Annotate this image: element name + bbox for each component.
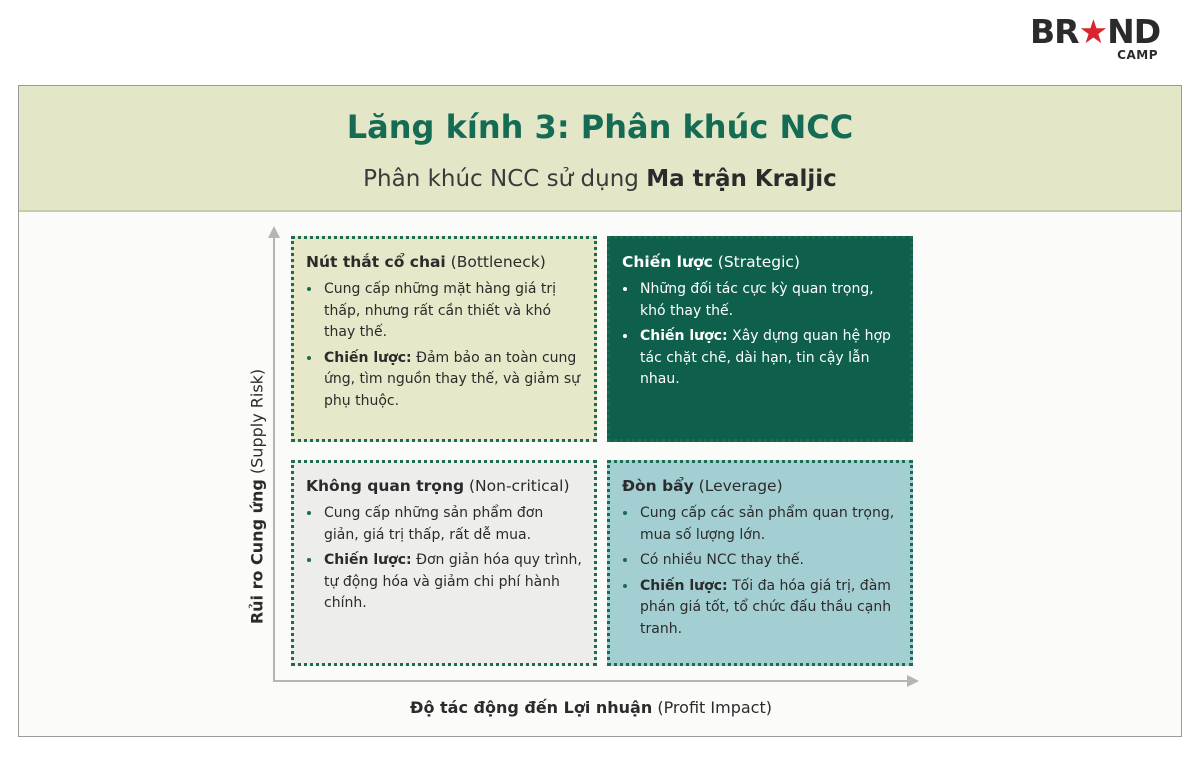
strategy-label: Chiến lược:: [640, 328, 728, 344]
logo-text-nd: ND: [1107, 12, 1161, 51]
x-axis-label-bold: Độ tác động đến Lợi nhuận: [410, 698, 653, 717]
quadrant-non-critical: [291, 460, 597, 666]
strategy-text: Xây dựng quan hệ hợp tác chặt chẽ, dài hạn, tin cậy lẫn nhau.: [640, 328, 891, 387]
bullet-item: • Cung cấp những sản phẩm đơn giản, giá trị thấp, rất dễ mua.: [322, 503, 582, 546]
logo-text-br: BR: [1030, 12, 1079, 51]
x-axis-label: [273, 698, 909, 717]
bullet-item: • Cung cấp những mặt hàng giá trị thấp, nhưng rất cần thiết và khó thay thế.: [322, 279, 582, 344]
quadrant-title: [306, 253, 582, 271]
y-axis-label-normal: (Supply Risk): [247, 368, 267, 480]
bullet-item: • Có nhiều NCC thay thế.: [638, 550, 898, 572]
quadrant-bottleneck: [291, 236, 597, 442]
quadrant-strategic: [607, 236, 913, 442]
y-axis-line: [273, 236, 275, 682]
bullet-item: [638, 576, 898, 641]
x-axis-label-normal: (Profit Impact): [652, 698, 772, 717]
y-axis-label: [248, 297, 267, 697]
strategy-label: Chiến lược:: [640, 577, 728, 594]
bullet-item: [322, 550, 582, 615]
strategy-label: Chiến lược:: [324, 349, 412, 366]
quadrant-leverage: [607, 460, 913, 666]
bullet-list: [306, 503, 582, 615]
star-icon: ★: [1078, 12, 1108, 51]
x-axis-arrow-icon: [907, 675, 919, 687]
quadrant-title-normal: (Bottleneck): [445, 253, 546, 271]
strategy-text: Tối đa hóa giá trị, đàm phán giá tốt, tổ chức đấu thầu cạnh tranh.: [640, 577, 892, 637]
strategy-text: Đảm bảo an toàn cung ứng, tìm nguồn thay thế, và giảm sự phụ thuộc.: [324, 349, 580, 409]
quadrant-title-bold: Nút thắt cổ chai: [306, 253, 446, 271]
strategy-text: Đơn giản hóa quy trình, tự động hóa và giảm chi phí hành chính.: [324, 552, 582, 611]
logo-wordmark: [1030, 12, 1160, 52]
quadrant-title: [622, 477, 898, 495]
quadrant-title-bold: Chiến lược: [622, 253, 713, 271]
logo-subtext: CAMP: [1117, 48, 1158, 62]
quadrant-title-bold: Đòn bẩy: [622, 477, 694, 495]
quadrant-title-normal: (Non-critical): [464, 477, 570, 495]
quadrant-title: [622, 253, 898, 271]
x-axis-line: [273, 680, 909, 682]
quadrant-title-bold: Không quan trọng: [306, 477, 465, 495]
slide-frame: [18, 85, 1182, 737]
bullet-list: [306, 279, 582, 412]
subtitle-bold-text: Ma trận Kraljic: [646, 166, 837, 192]
slide-header: [19, 86, 1181, 212]
quadrant-title-normal: (Leverage): [693, 477, 783, 495]
bullet-list: [622, 503, 898, 640]
brandcamp-logo: [1030, 12, 1180, 68]
subtitle-text: Phân khúc NCC sử dụng: [363, 166, 647, 192]
y-axis-label-bold: Rủi ro Cung ứng: [247, 479, 267, 625]
quadrant-title: [306, 477, 582, 495]
page-subtitle: [19, 166, 1181, 192]
bullet-item: • Cung cấp các sản phẩm quan trọng, mua số lượng lớn.: [638, 503, 898, 546]
bullet-item: [322, 348, 582, 413]
bullet-item: • Những đối tác cực kỳ quan trọng, khó thay thế.: [638, 279, 898, 322]
page-title: Lăng kính 3: Phân khúc NCC: [346, 108, 854, 146]
bullet-list: [622, 279, 898, 391]
quadrant-title-normal: (Strategic): [712, 253, 800, 271]
strategy-label: Chiến lược:: [324, 552, 412, 568]
y-axis-arrow-icon: [268, 226, 280, 238]
bullet-item: [638, 326, 898, 391]
